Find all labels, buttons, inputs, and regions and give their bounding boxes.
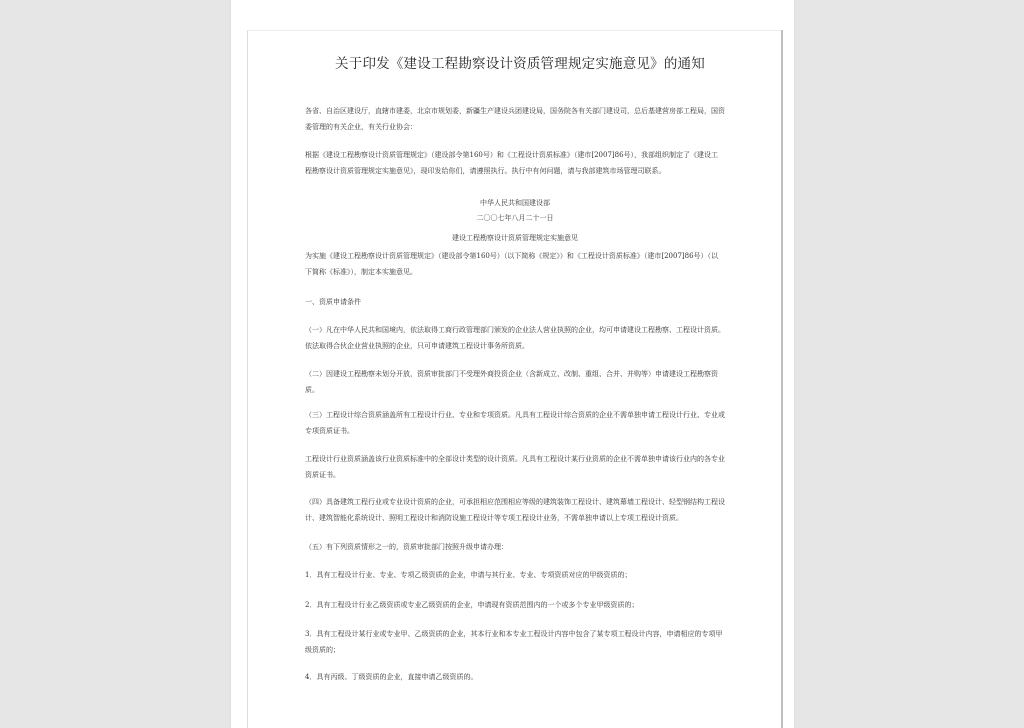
list-item: （四）具备建筑工程行业或专业设计资质的企业，可承担相应范围相应等级的建筑装饰工程设计、建筑幕墙工程设计、轻型钢结构工程设计、建筑智能化系统设计、照明工程设计和消防设施工程设计等专项工程设计业务，不需单独申请以上专项工程设计资质。	[305, 498, 725, 522]
issuer: 中华人民共和国建设部	[480, 199, 550, 207]
list-item: 1．具有工程设计行业、专业、专项乙级资质的企业，申请与其行业、专业、专项资质对应的甲级资质的；	[305, 571, 632, 579]
list-item: 工程设计行业资质涵盖该行业资质标准中的全部设计类型的设计资质。凡具有工程设计某行业资质的企业不需单独申请该行业内的各专业资质证书。	[305, 455, 725, 479]
intro-paragraph: 根据《建设工程勘察设计资质管理规定》（建设部令第160号）和《工程设计资质标准》（建市[2007]86号），我部组织制定了《建设工程勘察设计资质管理规定实施意见》，现印发给你们，请遵照执行。执行中有何问题，请与我部建筑市场管理司联系。	[305, 151, 719, 175]
list-item: （一）凡在中华人民共和国境内，依法取得工商行政管理部门颁发的企业法人营业执照的企业，均可申请建设工程勘察、工程设计资质。依法取得合伙企业营业执照的企业，只可申请建筑工程设计事务所资质。	[305, 326, 725, 350]
preface-paragraph: 为实施《建设工程勘察设计资质管理规定》（建设部令第160号）（以下简称《规定》）和《工程设计资质标准》（建市[2007]86号）（以下简称《标准》），制定本实施意见。	[305, 252, 719, 276]
section-heading: 一、资质申请条件	[305, 298, 361, 306]
list-item: （五）有下列资质情形之一的，资质审批部门按照升级申请办理：	[305, 543, 508, 551]
document-title: 关于印发《建设工程勘察设计资质管理规定实施意见》的通知	[335, 56, 705, 72]
list-item: （三）工程设计综合资质涵盖所有工程设计行业、专业和专项资质。凡具有工程设计综合资质的企业不需单独申请工程设计行业、专业或专项资质证书。	[305, 411, 725, 435]
list-item: 3．具有工程设计某行业或专业甲、乙级资质的企业，其本行业和本专业工程设计内容中包含了某专项工程设计内容，申请相应的专项甲级资质的；	[305, 630, 723, 654]
salutation-paragraph: 各省、自治区建设厅，直辖市建委，北京市规划委，新疆生产建设兵团建设局，国务院各有关部门建设司，总后基建营房部工程局，国资委管理的有关企业，有关行业协会：	[305, 107, 725, 131]
list-item: 2．具有工程设计行业乙级资质或专业乙级资质的企业，申请现有资质范围内的一个或多个专业甲级资质的；	[305, 601, 639, 609]
subtitle: 建设工程勘察设计资质管理规定实施意见	[452, 234, 578, 242]
page-edge	[781, 30, 783, 728]
issue-date: 二〇〇七年八月二十一日	[476, 214, 554, 222]
list-item: 4．具有丙级、丁级资质的企业，直接申请乙级资质的。	[305, 673, 478, 681]
list-item: （二）因建设工程勘察未划分开放，资质审批部门不受理外商投资企业（含新成立、改制、重组、合并、并购等）申请建设工程勘察资质。	[305, 370, 718, 394]
